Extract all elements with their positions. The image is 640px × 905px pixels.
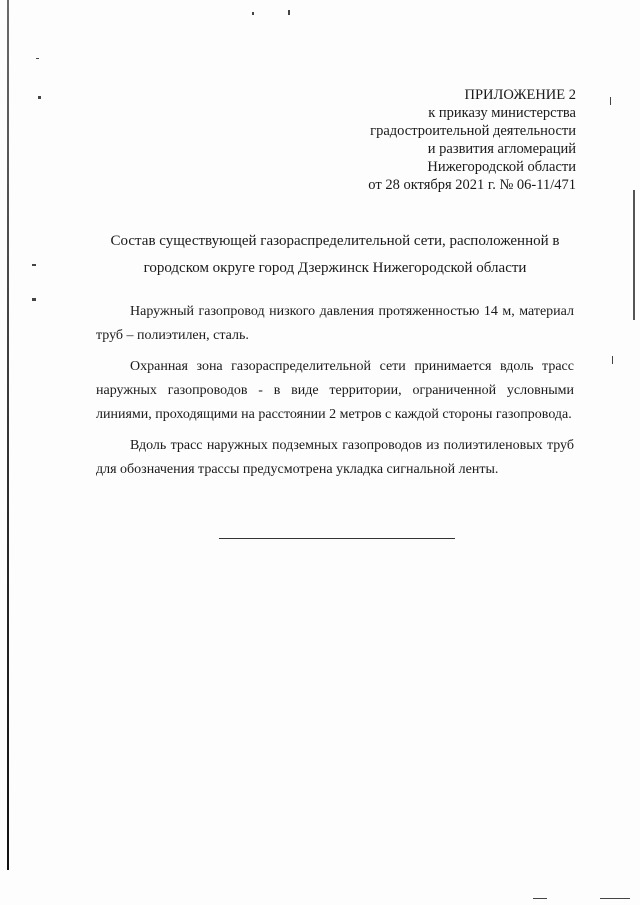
paragraph-protection-zone: Охранная зона газораспределительной сети принимается вдоль трасс наружных газопроводов - в виде территории, ограниченной условными линиями, проходящими на расстоянии 2 метров с каждой стороны газопровода. [96,359,574,422]
scan-speck [38,96,41,99]
paragraph-pipeline: Наружный газопровод низкого давления протяженностью 14 м, материал труб – полиэтилен, сталь. [96,304,574,343]
scan-speck [36,58,39,59]
title-line: Состав существующей газораспределительной сети, расположенной в [110,233,560,249]
scan-speck [610,97,611,105]
appendix-header [368,86,576,194]
scan-speck [252,12,254,15]
scan-right-edge [633,190,635,320]
appendix-label: ПРИЛОЖЕНИЕ 2 [464,87,576,103]
scan-speck [612,356,613,364]
document-body [96,300,574,489]
title-line: городском округе город Дзержинск Нижегородской области [143,260,527,276]
appendix-line: к приказу министерства [428,105,576,121]
scan-left-edge [7,0,9,870]
scan-speck [32,298,36,301]
scan-speck [32,264,36,266]
appendix-order-date: от 28 октября 2021 г. № 06-11/471 [368,177,576,193]
closing-divider [219,538,455,539]
appendix-line: градостроительной деятельности [370,123,576,139]
scan-speck [288,10,290,15]
document-title [60,228,610,282]
paragraph-signal-tape: Вдоль трасс наружных подземных газопроводов из полиэтиленовых труб для обозначения трассы предусмотрена укладка сигнальной ленты. [96,438,574,477]
appendix-line: Нижегородской области [427,159,576,175]
scan-speck [600,898,630,899]
scan-speck [533,898,547,899]
appendix-line: и развития агломераций [427,141,576,157]
